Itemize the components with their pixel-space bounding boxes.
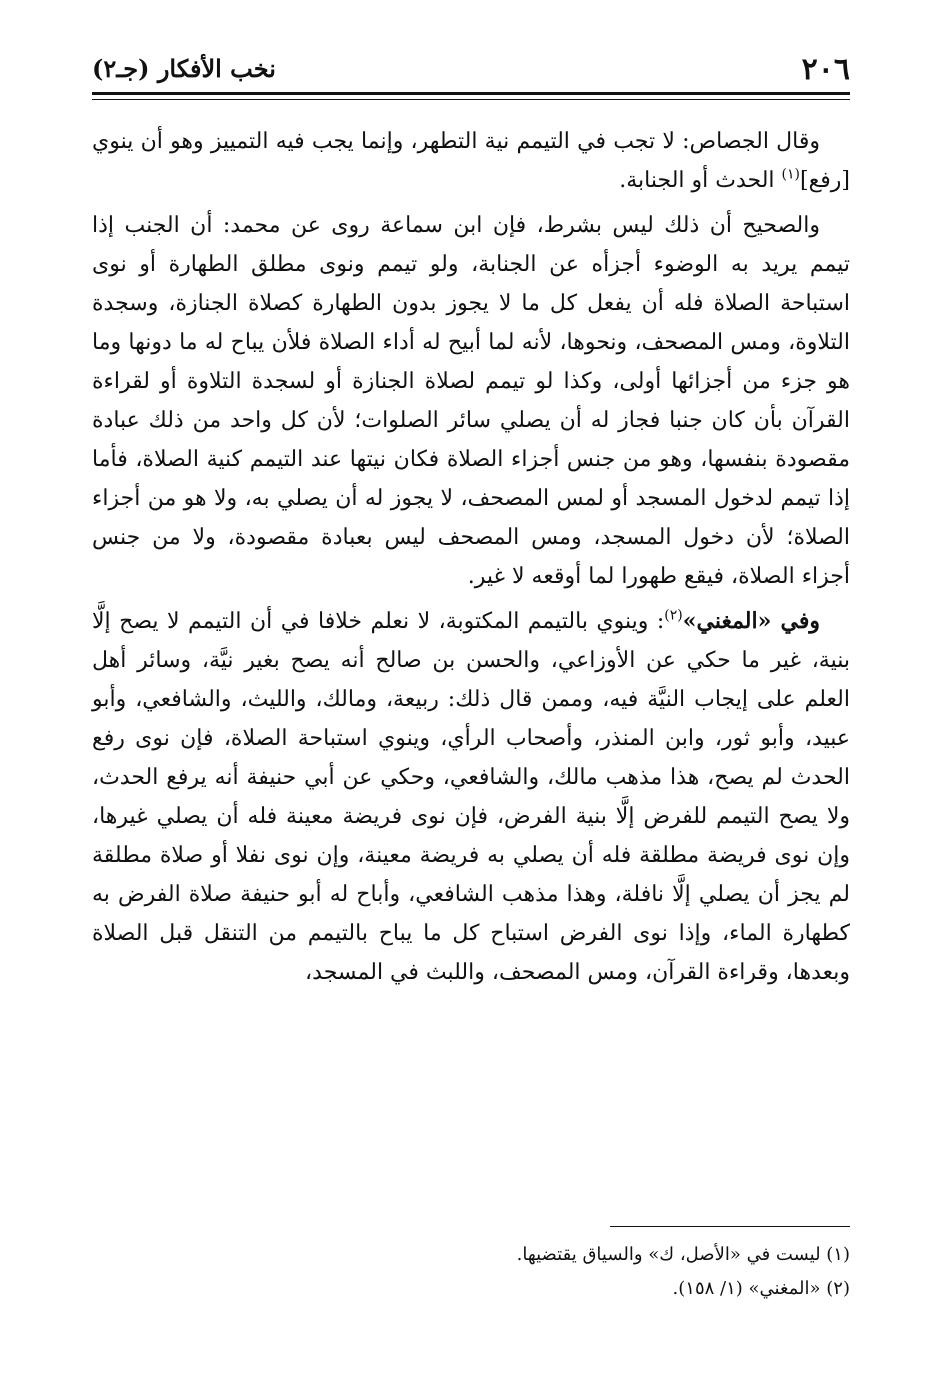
paragraph-3-text: : وينوي بالتيمم المكتوبة، لا نعلم خلافا في أن التيمم لا يصح إلَّا بنية، غير ما حكي عن الأوزاعي، والحسن بن صالح أنه يصح بغير نيَّة، وسائر أهل العلم على إيجاب النيَّة فيه، وممن قال ذلك: ربيعة، ومالك، والليث، والشافعي، وأبو عبيد، وأبو ثور، وابن المنذر، وأصحاب الرأي، وينوي استباحة الصلاة، فإن نوى رفع الحدث لم يصح، هذا مذهب مالك، والشافعي، وحكي عن أبي حنيفة أنه يرفع الحدث، ولا يصح التيمم للفرض إلَّا بنية الفرض، فإن نوى فريضة معينة فله أن يصلي غيرها، وإن نوى فريضة مطلقة فله أن يصلي به فريضة معينة، وإن نوى نفلا أو صلاة مطلقة لم يجز أن يصلي إلَّا نافلة، وهذا مذهب الشافعي، وأباح له أبو حنيفة صلاة الفرض به كطهارة الماء، وإذا نوى الفرض استباح كل ما يباح بالتيمم من التنقل قبل الصلاة وبعدها، وقراءة القرآن، ومس المصحف، واللبث في المسجد،: [92, 609, 850, 985]
footnote-ref-1: (١): [781, 166, 800, 183]
paragraph-3-lead: وفي «المغني»: [682, 608, 820, 634]
footnote-rule: [610, 1226, 850, 1227]
header-rule: [92, 92, 850, 95]
main-text: [92, 122, 850, 998]
paragraph-1: [92, 122, 850, 200]
page-number: ٢٠٦: [801, 52, 850, 87]
paragraph-1-text: وقال الجصاص: لا تجب في التيمم نية التطهر، وإنما يجب فيه التمييز وهو أن ينوي [رفع]: [92, 129, 850, 193]
page-header: [92, 52, 850, 96]
running-title: نخب الأفكار (جـ٢): [92, 54, 276, 83]
footnote-2: (٢) «المغني» (١/ ١٥٨).: [672, 1278, 850, 1299]
paragraph-3: [92, 602, 850, 992]
paragraph-2: والصحيح أن ذلك ليس بشرط، فإن ابن سماعة روى عن محمد: أن الجنب إذا تيمم يريد به الوضوء أجزأه عن الجنابة، ولو تيمم ونوى مطلق الطهارة أو نوى استباحة الصلاة فله أن يفعل كل ما لا يجوز بدون الطهارة كصلاة الجنازة، وسجدة التلاوة، ومس المصحف، ونحوها، لأنه لما أبيح له أداء الصلاة فلأن يباح له ما دونها وما هو جزء من أجزائها أولى، وكذا لو تيمم لصلاة الجنازة أو لسجدة التلاوة أو لقراءة القرآن بأن كان جنبا فجاز له أن يصلي سائر الصلوات؛ لأن كل واحد من ذلك عبادة مقصودة بنفسها، وهو من جنس أجزاء الصلاة فكان نيتها عند التيمم كنية الصلاة، فأما إذا تيمم لدخول المسجد أو لمس المصحف، لا يجوز له أن يصلي به، ولا هو من أجزاء الصلاة؛ لأن دخول المسجد، ومس المصحف ليس بعبادة مقصودة، ولا من جنس أجزاء الصلاة، فيقع طهورا لما أوقعه لا غير.: [92, 213, 850, 589]
header-rule-thin: [92, 99, 850, 100]
paragraph-1-end: الحدث أو الجنابة.: [619, 168, 782, 193]
footnote-ref-2: (٢): [664, 607, 683, 624]
footnotes: [92, 1238, 850, 1306]
footnote-1: (١) ليست في «الأصل، ك» والسياق يقتضيها.: [516, 1244, 850, 1265]
